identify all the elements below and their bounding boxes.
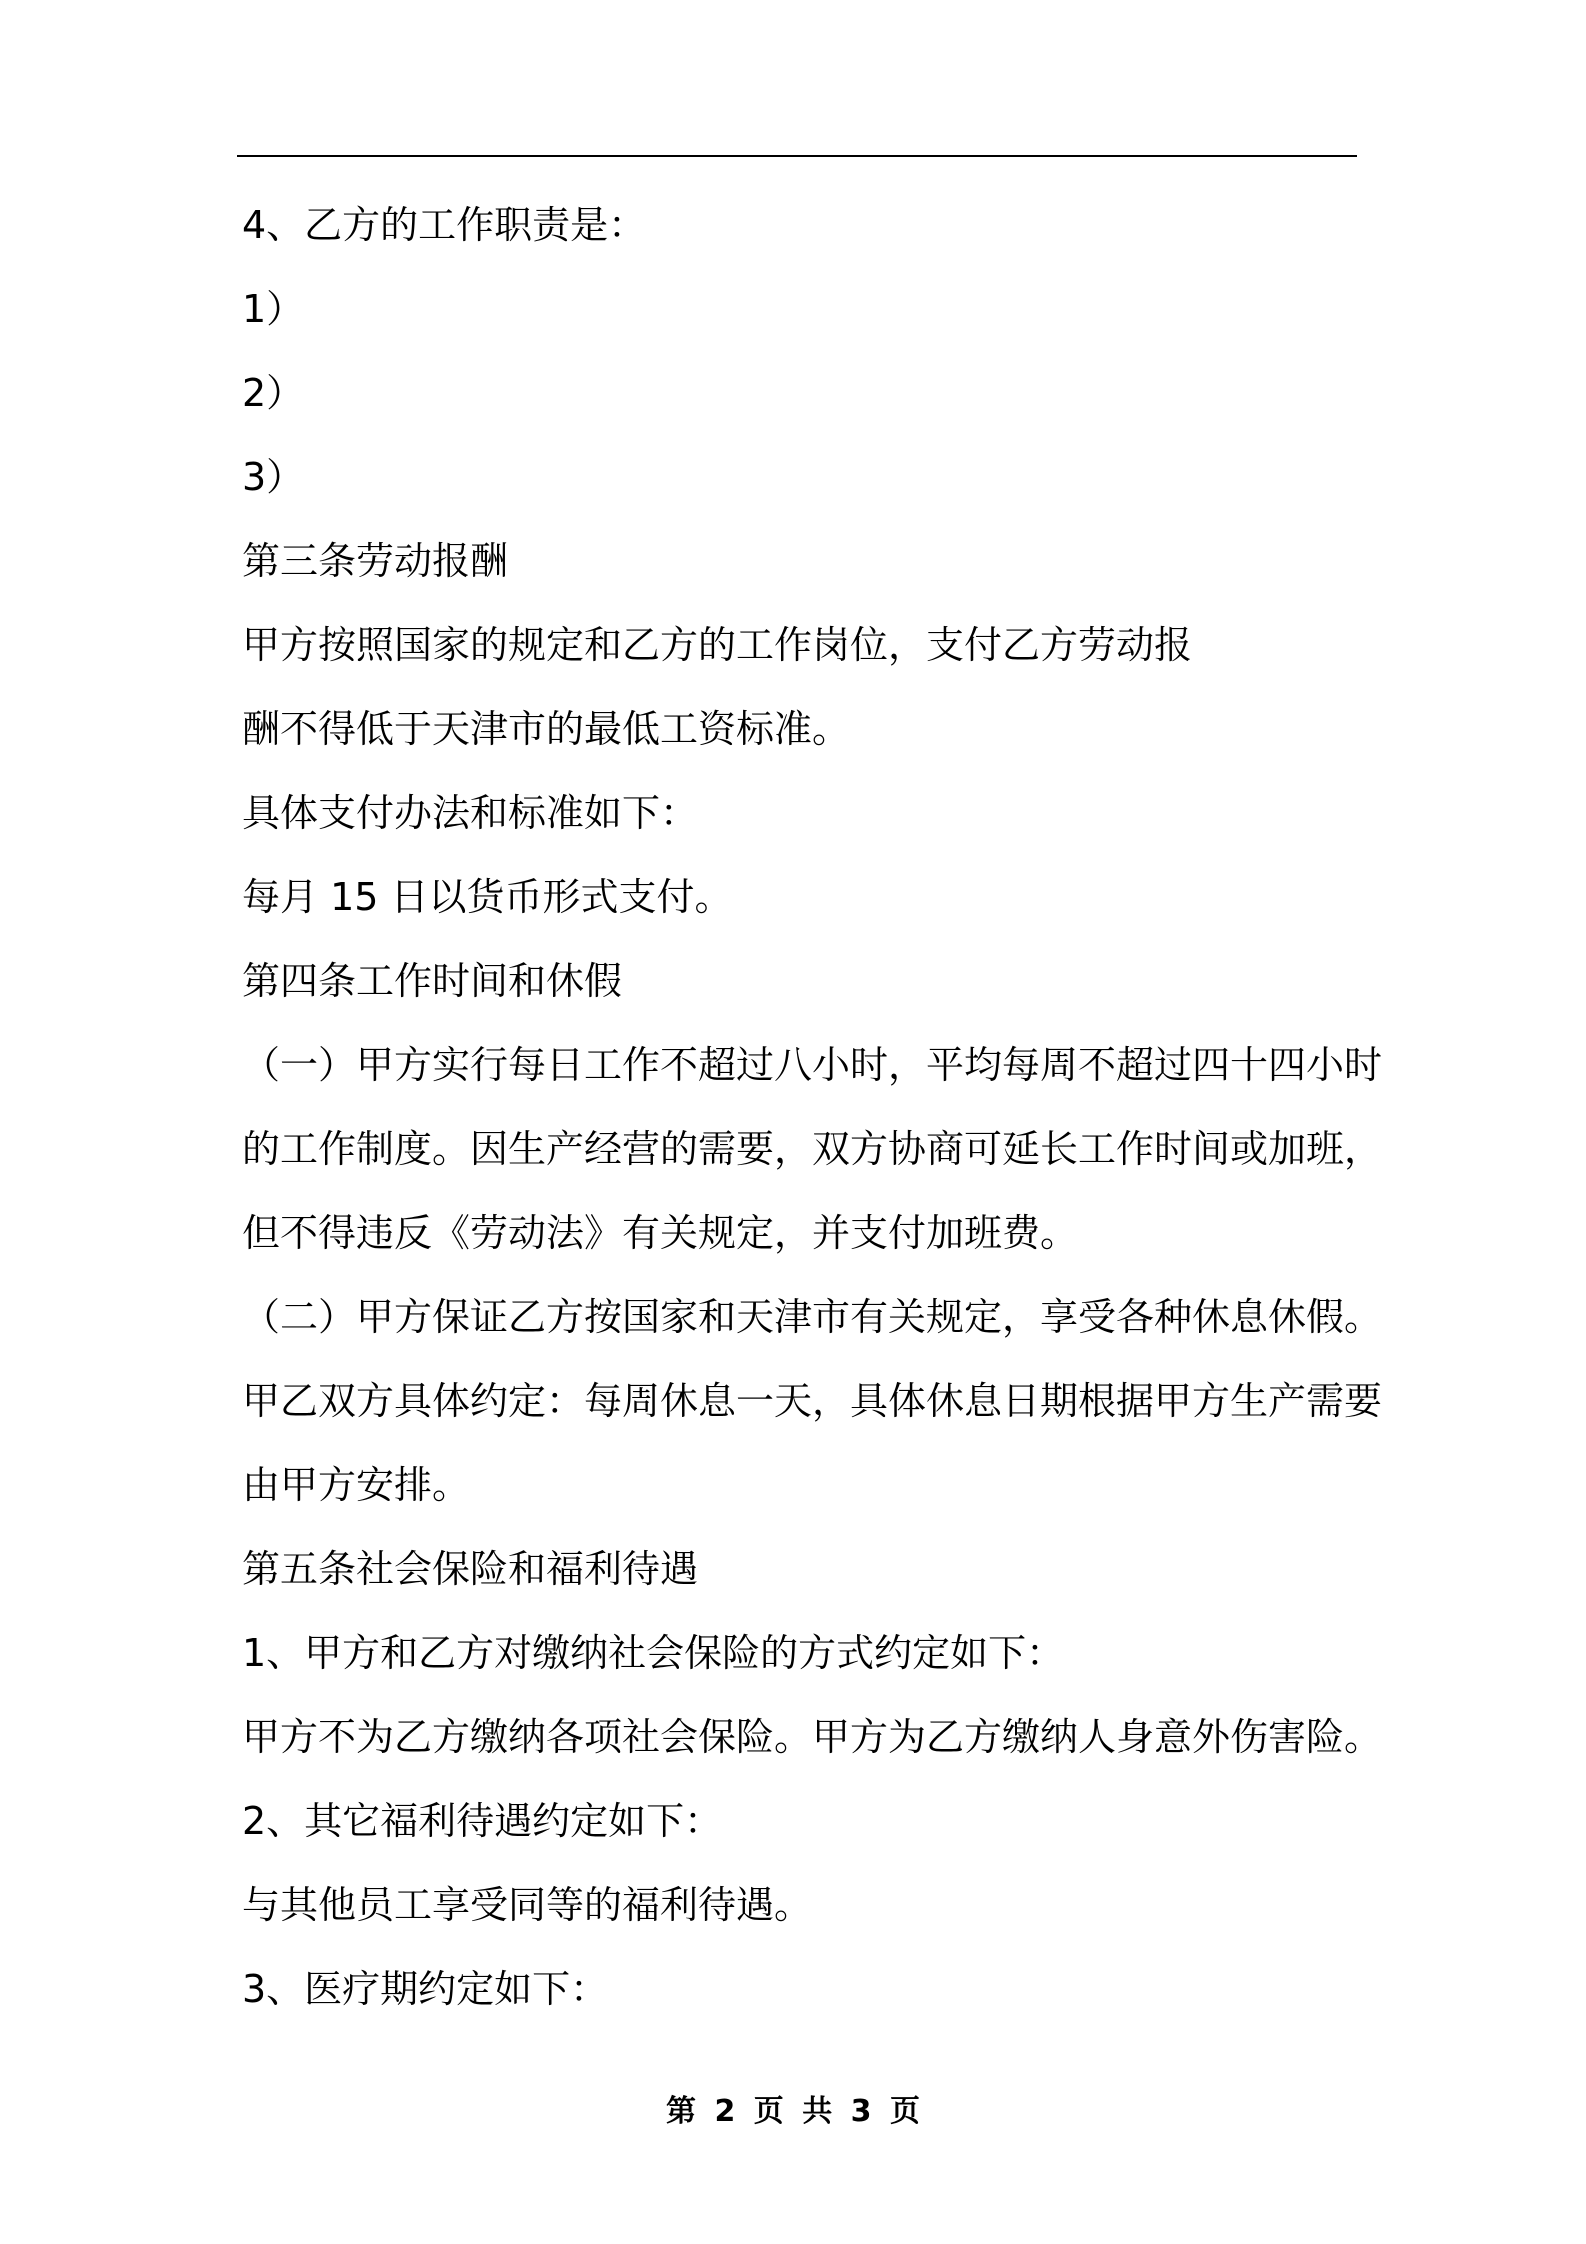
paragraph-line: 甲方不为乙方缴纳各项社会保险。甲方为乙方缴纳人身意外伤害险。 (242, 1715, 1383, 1759)
article-3-heading: 第三条劳动报酬 (242, 539, 509, 583)
duty-item-3: 3） (242, 455, 305, 499)
article-4-heading: 第四条工作时间和休假 (242, 959, 623, 1003)
paragraph-line: 甲方按照国家的规定和乙方的工作岗位，支付乙方劳动报 (242, 623, 1193, 667)
duty-item-2: 2） (242, 371, 305, 415)
header-rule (237, 155, 1357, 157)
duty-item-1: 1） (242, 287, 305, 331)
page-number-footer: 第 2 页 共 3 页 (666, 2094, 920, 2129)
paragraph-line: 的工作制度。因生产经营的需要，双方协商可延长工作时间或加班， (242, 1127, 1383, 1171)
paragraph-line: 甲乙双方具体约定：每周休息一天，具体休息日期根据甲方生产需要 (242, 1379, 1383, 1423)
paragraph-line: （一）甲方实行每日工作不超过八小时，平均每周不超过四十四小时 (242, 1043, 1383, 1087)
paragraph-line: 由甲方安排。 (242, 1463, 471, 1507)
clause-duties-heading: 4、乙方的工作职责是： (242, 203, 647, 247)
paragraph-line: 每月 15 日以货币形式支付。 (242, 875, 733, 919)
paragraph-line: 酬不得低于天津市的最低工资标准。 (242, 707, 851, 751)
paragraph-line: 但不得违反《劳动法》有关规定，并支付加班费。 (242, 1211, 1079, 1255)
paragraph-line: 1、甲方和乙方对缴纳社会保险的方式约定如下： (242, 1631, 1065, 1675)
article-5-heading: 第五条社会保险和福利待遇 (242, 1547, 699, 1591)
paragraph-line: 具体支付办法和标准如下： (242, 791, 699, 835)
paragraph-line: 与其他员工享受同等的福利待遇。 (242, 1883, 813, 1927)
paragraph-line: （二）甲方保证乙方按国家和天津市有关规定，享受各种休息休假。 (242, 1295, 1383, 1339)
paragraph-line: 3、医疗期约定如下： (242, 1967, 609, 2011)
paragraph-line: 2、其它福利待遇约定如下： (242, 1799, 723, 1843)
